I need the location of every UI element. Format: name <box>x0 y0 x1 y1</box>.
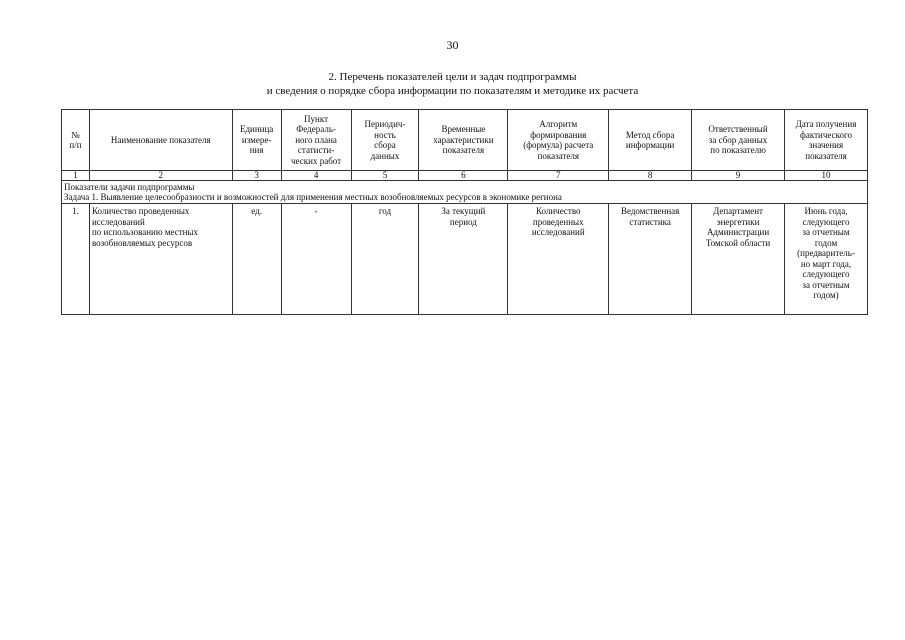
column-header <box>351 110 419 171</box>
cell-line: ность <box>374 129 396 140</box>
cell-line: статисти- <box>297 145 335 156</box>
cell-line: № <box>71 129 80 140</box>
cell-line: год <box>378 206 392 216</box>
cell-line: сбора <box>374 140 396 150</box>
cell-line: показателя <box>537 150 579 161</box>
column-number: 9 <box>692 171 785 181</box>
section-header-row <box>62 181 868 204</box>
cell-line: Ответственный <box>708 124 768 135</box>
cell-line: Количество <box>535 206 581 216</box>
column-header <box>785 110 868 171</box>
cell-line: характеристики <box>433 134 494 145</box>
column-header <box>692 110 785 171</box>
cell-line: показателя <box>442 145 485 156</box>
column-header <box>609 110 692 171</box>
table-cell <box>351 204 419 315</box>
title-line-1: 2. Перечень показателей цели и задач подпрограммы <box>328 71 577 83</box>
cell-line: по использованию местных <box>91 227 199 237</box>
column-header <box>62 110 90 171</box>
table-cell <box>419 204 508 315</box>
table-cell <box>281 204 351 315</box>
cell-line: формирования <box>530 129 587 140</box>
cell-line: годом <box>814 237 838 248</box>
cell-line: Единица <box>239 124 274 135</box>
cell-line: следующего <box>802 216 850 227</box>
cell-line: (формула) расчета <box>523 140 594 150</box>
cell-line: Количество проведенных <box>91 206 190 216</box>
task-title: Задача 1. Выявление целесообразности и возможностей для применения местных возобновляемых ресурсов в экономике региона <box>64 192 562 202</box>
table-cell <box>89 204 232 315</box>
table-row <box>62 204 868 315</box>
cell-line: Федераль- <box>296 124 336 135</box>
section-header-cell <box>62 181 868 204</box>
column-number: 6 <box>419 171 508 181</box>
cell-line: исследований <box>91 216 145 227</box>
cell-line: фактического <box>800 129 852 140</box>
cell-line: 1. <box>72 206 79 216</box>
cell-line: Департамент <box>713 206 763 216</box>
table-cell <box>62 204 90 315</box>
cell-line: Временные <box>441 124 486 135</box>
cell-line: Периодич- <box>364 119 406 129</box>
cell-line: Наименование показателя <box>110 134 211 145</box>
cell-line: Алгоритм <box>539 119 578 129</box>
cell-line: измере- <box>241 134 272 145</box>
column-number: 3 <box>232 171 281 181</box>
cell-line: ния <box>249 145 264 156</box>
column-header <box>281 110 351 171</box>
column-number: 7 <box>508 171 609 181</box>
cell-line: но март года, <box>800 258 852 269</box>
cell-line: проведенных <box>532 216 584 227</box>
cell-line: значения <box>808 140 844 150</box>
table-cell <box>508 204 609 315</box>
cell-line: период <box>449 216 477 227</box>
table-header-row <box>62 110 868 171</box>
table-cell <box>785 204 868 315</box>
column-header <box>232 110 281 171</box>
column-header <box>419 110 508 171</box>
cell-line: исследований <box>531 227 585 237</box>
column-header <box>508 110 609 171</box>
cell-line: Метод сбора <box>625 129 675 140</box>
column-header <box>89 110 232 171</box>
column-number: 5 <box>351 171 419 181</box>
cell-line: следующего <box>802 269 850 279</box>
column-number: 2 <box>89 171 232 181</box>
cell-line: годом) <box>813 290 839 300</box>
cell-line: статистика <box>629 216 671 227</box>
column-number: 10 <box>785 171 868 181</box>
cell-line: ного плана <box>295 134 337 145</box>
cell-line: данных <box>370 150 400 161</box>
document-title <box>0 70 905 98</box>
table-cell <box>609 204 692 315</box>
cell-line: за сбор данных <box>708 134 768 145</box>
cell-line: за отчетным <box>802 227 850 237</box>
cell-line: За текущий <box>441 206 486 216</box>
cell-line: Администрации <box>706 227 770 237</box>
title-line-2: и сведения о порядке сбора информации по показателям и методике их расчета <box>266 85 639 97</box>
cell-line: п/п <box>69 140 82 150</box>
cell-line: ед. <box>251 206 262 216</box>
cell-line: ческих работ <box>291 155 342 166</box>
cell-line: Дата получения <box>795 119 857 129</box>
column-number-row <box>62 171 868 181</box>
cell-line: энергетики <box>716 216 760 227</box>
cell-line: (предваритель- <box>797 248 855 258</box>
column-number: 8 <box>609 171 692 181</box>
table-cell <box>692 204 785 315</box>
cell-line: информации <box>625 140 675 150</box>
cell-line: за отчетным <box>802 279 850 290</box>
page-number: 30 <box>446 38 459 52</box>
cell-line: Пункт <box>304 113 329 124</box>
cell-line: показателя <box>805 150 847 161</box>
cell-line: - <box>314 206 318 216</box>
column-number: 4 <box>281 171 351 181</box>
cell-line: по показателю <box>710 145 766 156</box>
cell-line: Июнь года, <box>804 206 848 216</box>
table-cell <box>232 204 281 315</box>
indicators-table <box>61 109 868 315</box>
cell-line: Ведомственная <box>620 206 680 216</box>
cell-line: возобновляемых ресурсов <box>91 237 193 248</box>
section-title: Показатели задачи подпрограммы <box>64 182 195 192</box>
cell-line: Томской области <box>705 237 771 248</box>
column-number: 1 <box>62 171 90 181</box>
